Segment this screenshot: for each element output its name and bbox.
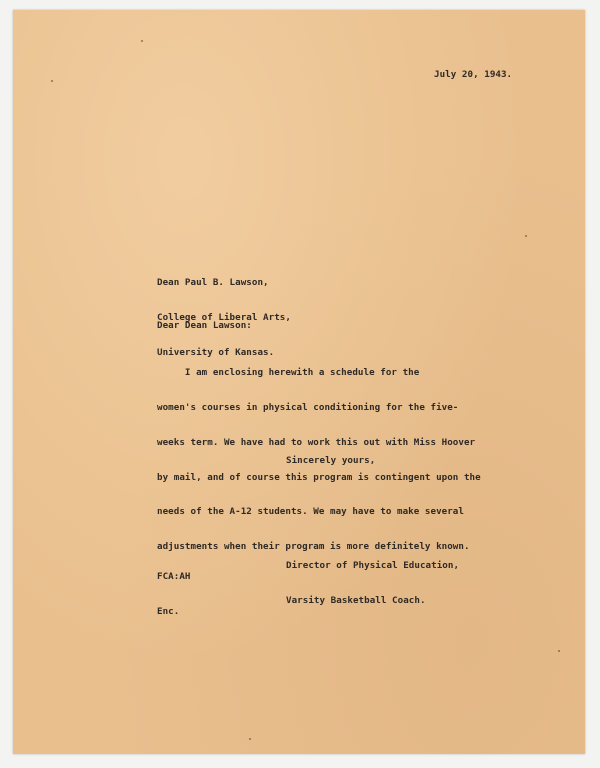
paper-speck bbox=[525, 235, 527, 237]
body-line: I am enclosing herewith a schedule for the bbox=[157, 367, 420, 379]
body-line: weeks term. We have had to work this out with Miss Hoover bbox=[157, 436, 476, 448]
recipient-line: College of Liberal Arts, bbox=[157, 311, 291, 323]
signature-block bbox=[286, 537, 459, 630]
paper-speck bbox=[558, 650, 560, 652]
letter-page bbox=[13, 10, 585, 754]
recipient-line: University of Kansas. bbox=[157, 346, 275, 358]
reference-line: FCA:AH bbox=[157, 571, 191, 583]
body-line: adjustments when their program is more definitely known. bbox=[157, 541, 470, 553]
body-line: needs of the A-12 students. We may have to make several bbox=[157, 506, 464, 518]
complimentary-closing: Sincerely yours, bbox=[286, 455, 376, 466]
body-line: women's courses in physical conditioning for the five- bbox=[157, 401, 459, 413]
body-line: by mail, and of course this program is contingent upon the bbox=[157, 471, 481, 483]
letter-date: July 20, 1943. bbox=[434, 69, 513, 80]
salutation: Dear Dean Lawson: bbox=[157, 320, 252, 331]
paper-speck bbox=[249, 738, 251, 740]
reference-initials bbox=[157, 548, 191, 641]
reference-line: Enc. bbox=[157, 605, 180, 617]
paper-speck bbox=[51, 80, 53, 82]
recipient-line: Dean Paul B. Lawson, bbox=[157, 277, 269, 289]
signature-title: Director of Physical Education, bbox=[286, 560, 460, 572]
paper-speck bbox=[141, 40, 143, 42]
signature-title: Varsity Basketball Coach. bbox=[286, 594, 426, 606]
